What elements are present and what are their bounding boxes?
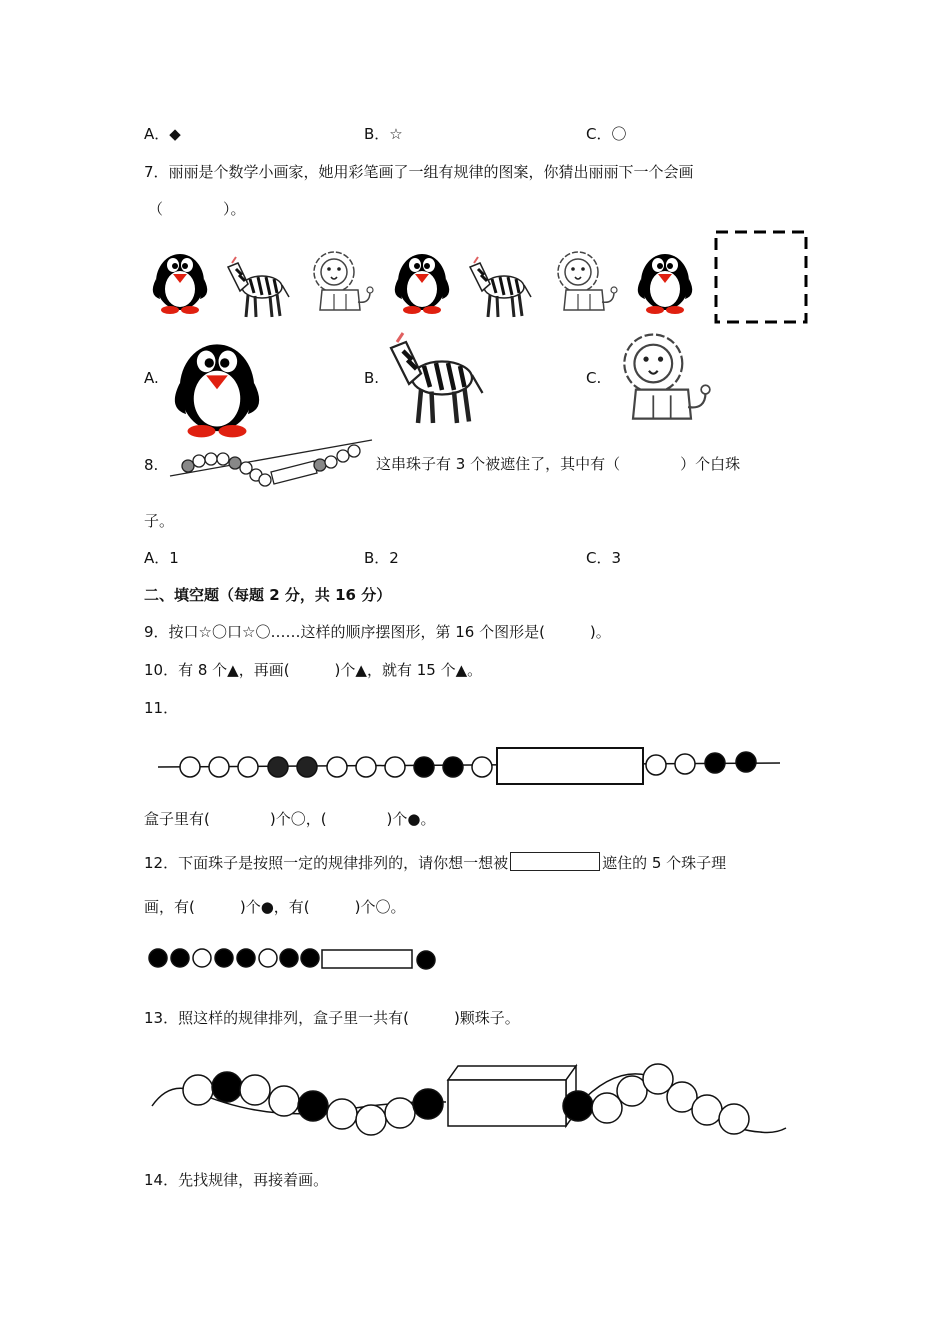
q14-question: 14．先找规律，再接着画。 bbox=[144, 1171, 329, 1189]
q12-question bbox=[144, 852, 726, 873]
zebra-image bbox=[470, 257, 531, 317]
option-a-penguin-image bbox=[175, 344, 259, 437]
q12-part2: 遮住的 5 个珠子理 bbox=[602, 854, 727, 872]
q7-question: 7．丽丽是个数学小画家，她用彩笔画了一组有规律的图案，你猜出丽丽下一个会画 bbox=[144, 163, 694, 181]
q8-option-c: C．3 bbox=[586, 549, 622, 567]
q12-part1: 12．下面珠子是按照一定的规律排列的，请你想一想被 bbox=[144, 854, 509, 872]
q8-option-a: A．1 bbox=[144, 549, 179, 567]
q13-question: 13．照这样的规律排列，盒子里一共有( )颗珠子。 bbox=[144, 1009, 520, 1027]
q7-option-c: C. bbox=[586, 369, 602, 387]
penguin-image bbox=[395, 254, 449, 314]
lion-image bbox=[558, 252, 617, 310]
q11-number: 11． bbox=[144, 699, 179, 717]
q11-bead-string bbox=[158, 748, 780, 784]
q11-question: 盒子里有( )个〇，( )个●。 bbox=[144, 810, 436, 828]
hidden-beads-box bbox=[510, 852, 600, 871]
q6-option-c: C．〇 bbox=[586, 125, 627, 143]
zebra-image bbox=[228, 257, 289, 317]
q7-option-b: B. bbox=[364, 369, 380, 387]
lion-image bbox=[314, 252, 373, 310]
q12-bead-row bbox=[149, 949, 435, 969]
q8-bead-string bbox=[170, 440, 372, 486]
q8-number: 8. bbox=[144, 456, 159, 474]
answer-box-dashed bbox=[716, 232, 806, 322]
option-b-zebra-image bbox=[391, 333, 483, 423]
penguin-image bbox=[638, 254, 692, 314]
q8-option-b: B．2 bbox=[364, 549, 399, 567]
q7-answer-blank: （ ）。 bbox=[148, 200, 246, 218]
q10-question: 10．有 8 个▲，再画( )个▲，就有 15 个▲。 bbox=[144, 661, 483, 679]
q8-question-cont: 子。 bbox=[144, 512, 175, 530]
q8-question: 这串珠子有 3 个被遮住了，其中有（ ）个白珠 bbox=[376, 455, 741, 473]
option-c-lion-image bbox=[624, 335, 710, 419]
q6-option-a: A．◆ bbox=[144, 125, 181, 143]
q7-option-a: A. bbox=[144, 369, 159, 387]
q13-bead-string bbox=[152, 1064, 786, 1135]
penguin-image bbox=[153, 254, 207, 314]
q6-option-b: B．☆ bbox=[364, 125, 403, 143]
q12-question-cont: 画，有( )个●，有( )个〇。 bbox=[144, 898, 406, 916]
q7-pattern-row bbox=[153, 232, 806, 322]
q9-question: 9．按口☆〇口☆〇……这样的顺序摆图形，第 16 个图形是( )。 bbox=[144, 623, 611, 641]
section-title: 二、填空题（每题 2 分，共 16 分） bbox=[144, 586, 392, 604]
q13-box bbox=[448, 1066, 576, 1126]
